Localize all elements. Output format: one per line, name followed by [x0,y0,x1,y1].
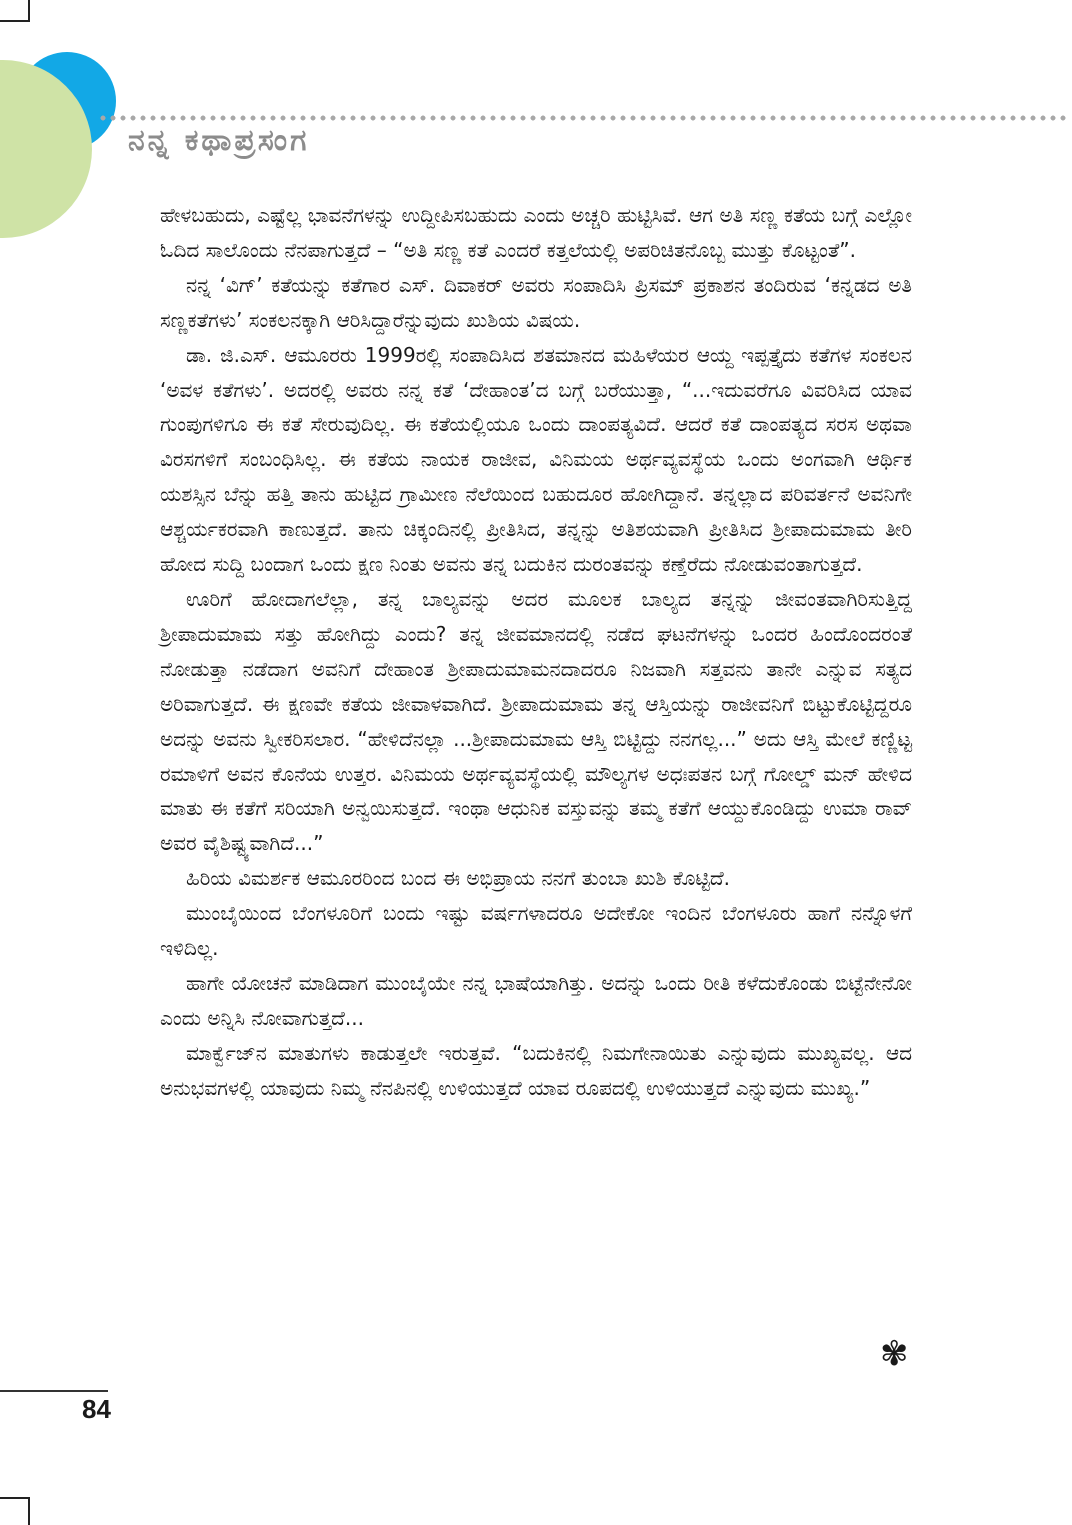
crop-mark-top-left [28,0,30,22]
paragraph: ಊರಿಗೆ ಹೋದಾಗಲೆಲ್ಲಾ, ತನ್ನ ಬಾಲ್ಯವನ್ನು ಅದರ ಮೂಲಕ ಬಾಲ್ಯದ ತನ್ನನ್ನು ಜೀವಂತವಾಗಿರಿಸುತ್ತಿದ್ದ ಶ್ರೀಪಾದುಮಾಮ ಸತ್ತು ಹೋಗಿದ್ದು ಎಂದು? ತನ್ನ ಜೀವಮಾನದಲ್ಲಿ ನಡೆದ ಘಟನೆಗಳನ್ನು ಒಂದರ ಹಿಂದೊಂದರಂತೆ ನೋಡುತ್ತಾ ನಡೆದಾಗ ಅವನಿಗೆ ದೇಹಾಂತ ಶ್ರೀಪಾದುಮಾಮನದಾದರೂ ನಿಜವಾಗಿ ಸತ್ತವನು ತಾನೇ ಎನ್ನುವ ಸತ್ಯದ ಅರಿವಾಗುತ್ತದೆ. ಈ ಕ್ಷಣವೇ ಕತೆಯ ಜೀವಾಳವಾಗಿದೆ. ಶ್ರೀಪಾದುಮಾಮ ತನ್ನ ಆಸ್ತಿಯನ್ನು ರಾಜೀವನಿಗೆ ಬಿಟ್ಟುಕೊಟ್ಟಿದ್ದರೂ ಅದನ್ನು ಅವನು ಸ್ವೀಕರಿಸಲಾರ. “ಹೇಳಿದೆನಲ್ಲಾ ...ಶ್ರೀಪಾದುಮಾಮ ಆಸ್ತಿ ಬಿಟ್ಟಿದ್ದು ನನಗಲ್ಲ...” ಅದು ಆಸ್ತಿ ಮೇಲೆ ಕಣ್ಣಿಟ್ಟ ರಮಾಳಿಗೆ ಅವನ ಕೊನೆಯ ಉತ್ತರ. ವಿನಿಮಯ ಅರ್ಥವ್ಯವಸ್ಥೆಯಲ್ಲಿ ಮೌಲ್ಯಗಳ ಅಧಃಪತನ ಬಗ್ಗೆ ಗೋಲ್ಡ್ ಮನ್ ಹೇಳಿದ ಮಾತು ಈ ಕತೆಗೆ ಸರಿಯಾಗಿ ಅನ್ವಯಿಸುತ್ತದೆ. ಇಂಥಾ ಆಧುನಿಕ ವಸ್ತುವನ್ನು ತಮ್ಮ ಕತೆಗೆ ಆಯ್ದುಕೊಂಡಿದ್ದು ಉಮಾ ರಾವ್ ಅವರ ವೈಶಿಷ್ಟ್ಯವಾಗಿದೆ...” [160,586,912,856]
paragraph: ಹೇಳಬಹುದು, ಎಷ್ಟೆಲ್ಲ ಭಾವನೆಗಳನ್ನು ಉದ್ದೀಪಿಸಬಹುದು ಎಂದು ಅಚ್ಚರಿ ಹುಟ್ಟಿಸಿವೆ. ಆಗ ಅತಿ ಸಣ್ಣ ಕತೆಯ ಬಗ್ಗೆ ಎಲ್ಲೋ ಓದಿದ ಸಾಲೊಂದು ನೆನಪಾಗುತ್ತದೆ – “ಅತಿ ಸಣ್ಣ ಕತೆ ಎಂದರೆ ಕತ್ತಲೆಯಲ್ಲಿ ಅಪರಿಚಿತನೊಬ್ಬ ಮುತ್ತು ಕೊಟ್ಟಂತೆ”. [160,203,912,262]
crop-mark-top-left [0,20,30,22]
crop-mark-bottom-left [0,1497,30,1499]
paragraph: ಹಿರಿಯ ವಿಮರ್ಶಕ ಆಮೂರರಿಂದ ಬಂದ ಈ ಅಭಿಪ್ರಾಯ ನನಗೆ ತುಂಬಾ ಖುಶಿ ಕೊಟ್ಟಿದೆ. [186,866,730,891]
paragraph: ಮಾರ್ಕ್ವೆಜ್‌ನ ಮಾತುಗಳು ಕಾಡುತ್ತಲೇ ಇರುತ್ತವೆ. “ಬದುಕಿನಲ್ಲಿ ನಿಮಗೇನಾಯಿತು ಎನ್ನುವುದು ಮುಖ್ಯವಲ್ಲ. ಆದ ಅನುಭವಗಳಲ್ಲಿ ಯಾವುದು ನಿಮ್ಮ ನೆನಪಿನಲ್ಲಿ ಉಳಿಯುತ್ತದೆ ಯಾವ ರೂಪದಲ್ಲಿ ಉಳಿಯುತ್ತದೆ ಎನ್ನುವುದು ಮುಖ್ಯ.” [160,1040,912,1100]
paragraph: ಹಾಗೇ ಯೋಚನೆ ಮಾಡಿದಾಗ ಮುಂಬೈಯೇ ನನ್ನ ಭಾಷೆಯಾಗಿತ್ತು. ಅದನ್ನು ಒಂದು ರೀತಿ ಕಳೆದುಕೊಂಡು ಬಿಟ್ಟೆನೇನೋ ಎಂದು ಅನ್ನಿಸಿ ನೋವಾಗುತ್ತದೆ... [160,970,912,1030]
running-header-title: ನನ್ನ ಕಥಾಪ್ರಸಂಗ [128,123,310,158]
dotted-header-rule [98,114,1066,122]
crop-mark-bottom-left [28,1497,30,1525]
footer-rule [0,1390,108,1392]
flower-ornament-icon: ✾ [880,1334,909,1374]
paragraph: ನನ್ನ ‘ವಿಗ್’ ಕತೆಯನ್ನು ಕತೆಗಾರ ಎಸ್. ದಿವಾಕರ್ ಅವರು ಸಂಪಾದಿಸಿ ಪ್ರಿಸಮ್ ಪ್ರಕಾಶನ ತಂದಿರುವ ‘ಕನ್ನಡದ ಅತಿ ಸಣ್ಣಕತೆಗಳು’ ಸಂಕಲನಕ್ಕಾಗಿ ಆರಿಸಿದ್ದಾರೆನ್ನುವುದು ಖುಶಿಯ ವಿಷಯ. [160,272,912,332]
paragraph: ಮುಂಬೈಯಿಂದ ಬೆಂಗಳೂರಿಗೆ ಬಂದು ಇಷ್ಟು ವರ್ಷಗಳಾದರೂ ಅದೇಕೋ ಇಂದಿನ ಬೆಂಗಳೂರು ಹಾಗೆ ನನ್ನೊಳಗೆ ಇಳಿದಿಲ್ಲ. [160,901,912,961]
paragraph: ಡಾ. ಜಿ.ಎಸ್. ಆಮೂರರು 1999ರಲ್ಲಿ ಸಂಪಾದಿಸಿದ ಶತಮಾನದ ಮಹಿಳೆಯರ ಆಯ್ದ ಇಪ್ಪತ್ತೈದು ಕತೆಗಳ ಸಂಕಲನ ‘ಅವಳ ಕತೆಗಳು’. ಅದರಲ್ಲಿ ಅವರು ನನ್ನ ಕತೆ ‘ದೇಹಾಂತ’ದ ಬಗ್ಗೆ ಬರೆಯುತ್ತಾ, “...ಇದುವರೆಗೂ ವಿವರಿಸಿದ ಯಾವ ಗುಂಪುಗಳಿಗೂ ಈ ಕತೆ ಸೇರುವುದಿಲ್ಲ. ಈ ಕತೆಯಲ್ಲಿಯೂ ಒಂದು ದಾಂಪತ್ಯವಿದೆ. ಆದರೆ ಕತೆ ದಾಂಪತ್ಯದ ಸರಸ ಅಥವಾ ವಿರಸಗಳಿಗೆ ಸಂಬಂಧಿಸಿಲ್ಲ. ಈ ಕತೆಯ ನಾಯಕ ರಾಜೀವ, ವಿನಿಮಯ ಅರ್ಥವ್ಯವಸ್ಥೆಯ ಒಂದು ಅಂಗವಾಗಿ ಆರ್ಥಿಕ ಯಶಸ್ಸಿನ ಬೆನ್ನು ಹತ್ತಿ ತಾನು ಹುಟ್ಟಿದ ಗ್ರಾಮೀಣ ನೆಲೆಯಿಂದ ಬಹುದೂರ ಹೋಗಿದ್ದಾನೆ. ತನ್ನಲ್ಲಾದ ಪರಿವರ್ತನೆ ಅವನಿಗೇ ಆಶ್ಚರ್ಯಕರವಾಗಿ ಕಾಣುತ್ತದೆ. ತಾನು ಚಿಕ್ಕಂದಿನಲ್ಲಿ ಪ್ರೀತಿಸಿದ, ತನ್ನನ್ನು ಅತಿಶಯವಾಗಿ ಪ್ರೀತಿಸಿದ ಶ್ರೀಪಾದುಮಾಮ ತೀರಿ ಹೋದ ಸುದ್ದಿ ಬಂದಾಗ ಒಂದು ಕ್ಷಣ ನಿಂತು ಅವನು ತನ್ನ ಬದುಕಿನ ದುರಂತವನ್ನು ಕಣ್ತೆರೆದು ನೋಡುವಂತಾಗುತ್ತದೆ. [160,342,912,577]
body-text [160,198,912,1106]
page-number: 84 [82,1394,111,1424]
